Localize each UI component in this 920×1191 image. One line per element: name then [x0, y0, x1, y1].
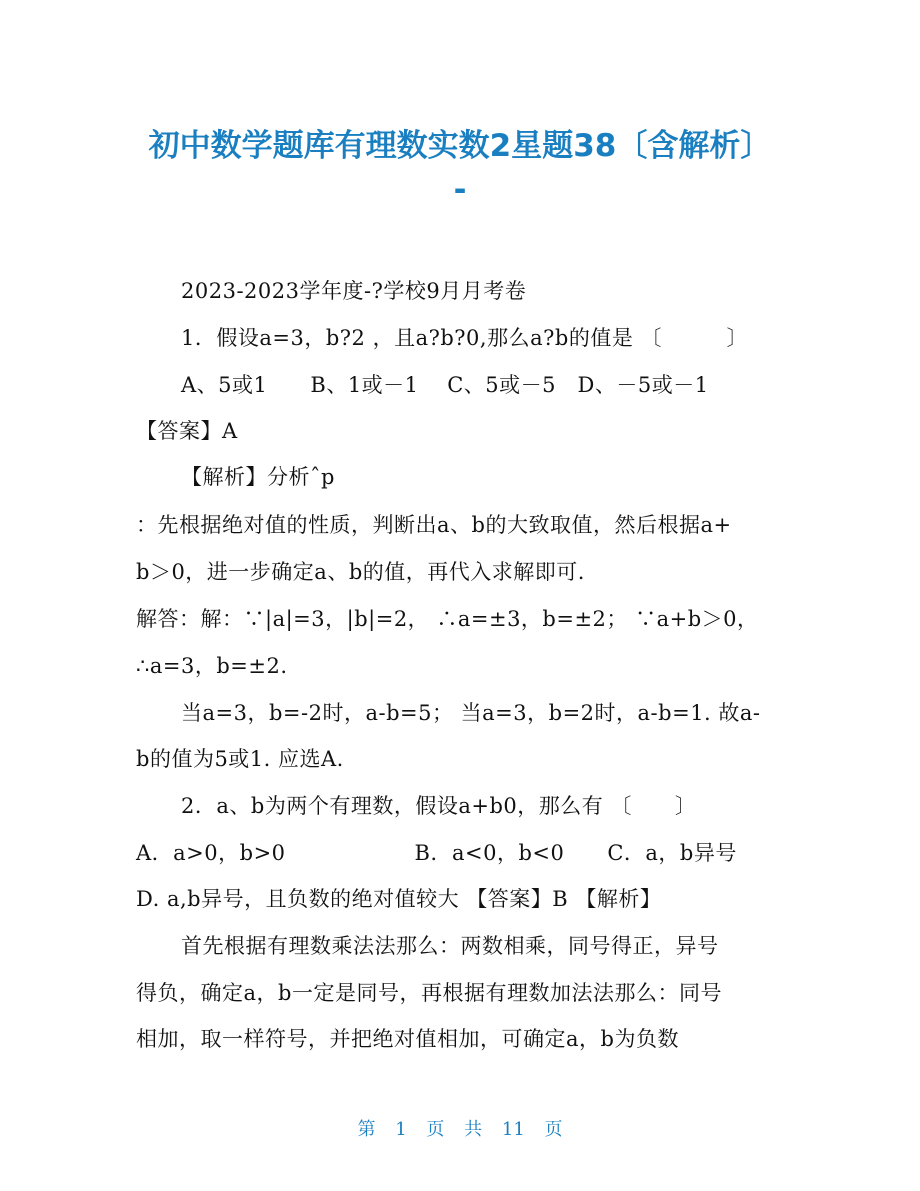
analysis-2-text: 首先根据有理数乘法法那么：两数相乘，同号得正，异号: [181, 934, 719, 958]
footer-current-page: 1: [395, 1119, 407, 1140]
document-title-dash: -: [453, 172, 467, 208]
analysis-2-text: 相加，取一样符号，并把绝对值相加，可确定a，b为负数: [136, 1027, 679, 1051]
analysis-2-text: 得负，确定a，b一定是同号，再根据有理数加法法那么：同号: [136, 981, 722, 1005]
solution-1-text: 当a=3，b=-2时，a-b=5； 当a=3，b=2时，a-b=1. 故a-: [181, 701, 761, 725]
question-1: 1．假设a=3，b?2 ，且a?b?0,那么a?b的值是 〔 〕: [181, 326, 748, 350]
page-footer: [0, 1115, 920, 1141]
answer-1: 【答案】A: [136, 419, 238, 443]
solution-1-text: ∴a=3，b=±2.: [136, 654, 288, 678]
question-2-options-answer: D. a,b异号，且负数的绝对值较大 【答案】B 【解析】: [136, 887, 662, 911]
footer-word-gong: 共: [464, 1119, 483, 1140]
document-title: 初中数学题库有理数实数2星题38〔含解析〕: [148, 128, 772, 164]
solution-1-text: 解答：解：∵|a|=3，|b|=2， ∴a=±3，b=±2； ∵a+b＞0，: [136, 607, 759, 631]
question-1-options: A、5或1 B、1或－1 C、5或－5 D、－5或－1: [181, 373, 709, 397]
footer-total-pages: 11: [501, 1119, 525, 1140]
analysis-1-heading: 【解析】分析ˆp: [181, 465, 335, 489]
question-2-options: A．a>0，b>0 B．a<0，b<0 C．a，b异号: [136, 841, 737, 865]
exam-header: 2023-2023学年度-?学校9月月考卷: [181, 279, 527, 303]
footer-word-di: 第: [357, 1119, 376, 1140]
footer-word-ye: 页: [426, 1119, 445, 1140]
analysis-1-text: b＞0，进一步确定a、b的值，再代入求解即可.: [136, 560, 585, 584]
analysis-1-text: ：先根据绝对值的性质，判断出a、b的大致取值，然后根据a+: [136, 513, 732, 537]
footer-word-ye-2: 页: [544, 1119, 563, 1140]
solution-1-text: b的值为5或1. 应选A.: [136, 747, 344, 771]
question-2: 2．a、b为两个有理数，假设a+b0，那么有 〔 〕: [181, 794, 697, 818]
